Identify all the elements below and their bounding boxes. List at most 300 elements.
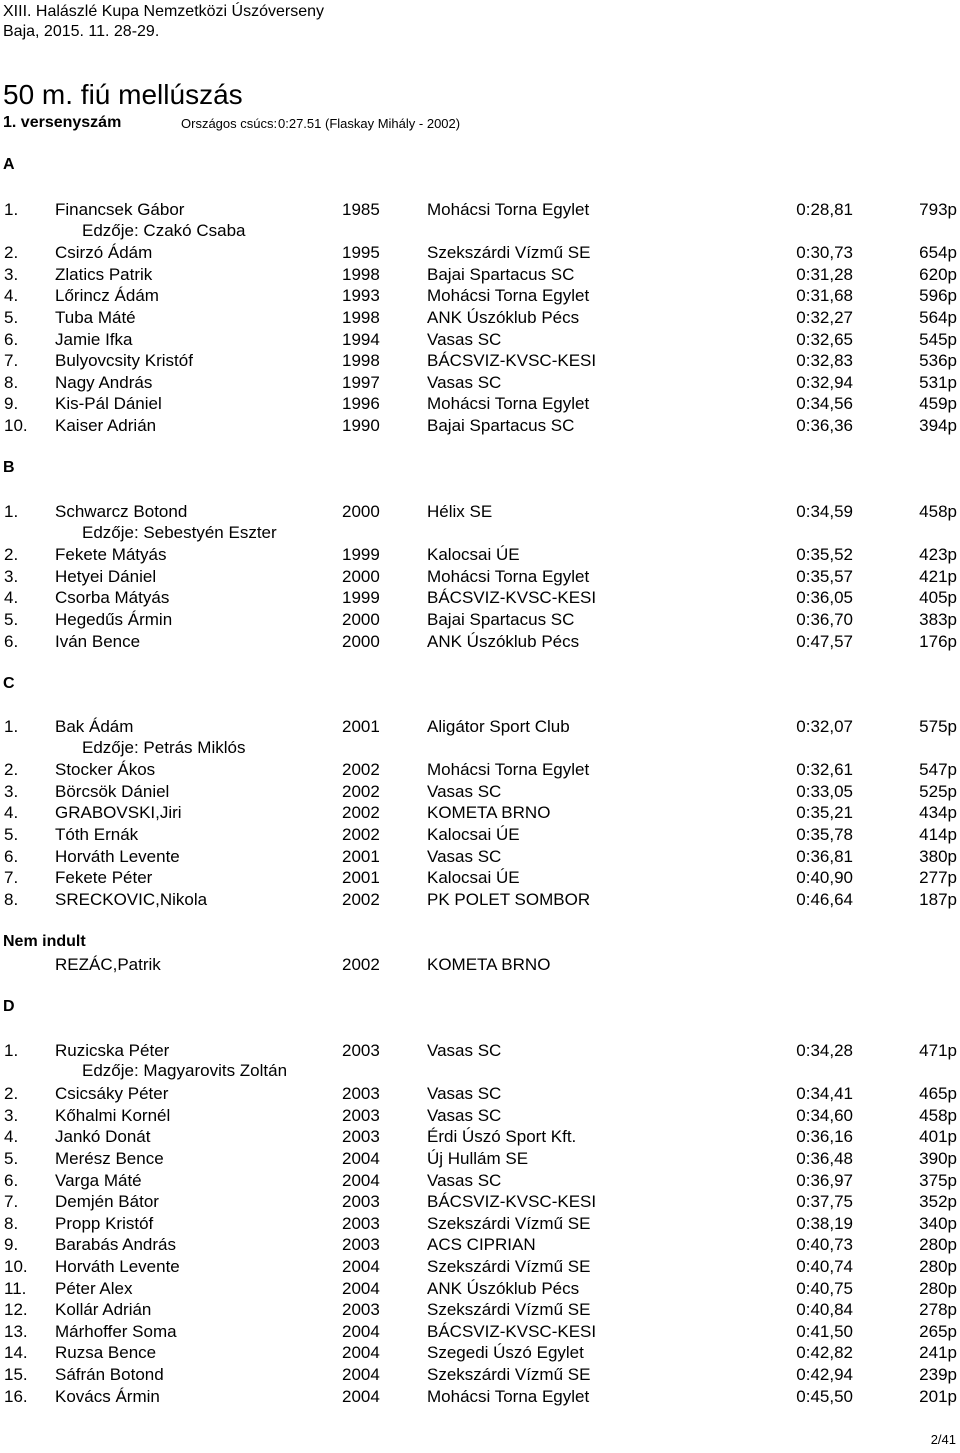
race-time: 0:40,84 [796, 1300, 853, 1320]
rank: 5. [4, 1149, 19, 1168]
swimmer-name: Merész Bence [55, 1149, 164, 1168]
result-row [0, 264, 960, 285]
rank: 9. [4, 1235, 19, 1255]
rank: 3. [4, 566, 19, 586]
swimmer-name: Sáfrán Botond [55, 1365, 164, 1384]
club-name: ANK Úszóklub Pécs [427, 308, 580, 327]
rank: 1. [4, 1041, 19, 1060]
swimmer-name: Hegedűs Ármin [55, 610, 173, 629]
birth-year: 2004 [342, 1278, 380, 1298]
result-row [0, 1170, 960, 1191]
race-time: 0:32,83 [796, 351, 853, 371]
points: 545p [919, 329, 957, 349]
race-time: 0:45,50 [796, 1386, 853, 1406]
birth-year: 1999 [342, 545, 380, 565]
swimmer-name: REZÁC,Patrik [55, 955, 161, 974]
points: 380p [919, 846, 957, 866]
result-row [0, 393, 960, 414]
rank: 6. [4, 1170, 19, 1190]
birth-year: 2003 [342, 1300, 380, 1320]
not-started-label: Nem indult [3, 933, 86, 950]
rank: 1. [4, 200, 19, 219]
competition-name: XIII. Halászlé Kupa Nemzetközi Úszóverseny [3, 3, 325, 20]
rank: 1. [4, 717, 19, 736]
points: 471p [919, 1041, 957, 1060]
race-time: 0:36,05 [796, 588, 853, 608]
points: 596p [919, 286, 957, 306]
swimmer-name: SRECKOVIC,Nikola [55, 889, 208, 909]
club-name: Szekszárdi Vízmű SE [427, 1213, 591, 1233]
points: 340p [919, 1213, 957, 1233]
rank: 8. [4, 889, 19, 909]
swimmer-name: Schwarcz Botond [55, 502, 188, 521]
result-row [0, 1234, 960, 1255]
birth-year: 2003 [342, 1084, 380, 1104]
rank: 4. [4, 588, 19, 608]
club-name: Mohácsi Torna Egylet [427, 760, 590, 780]
points: 176p [919, 631, 957, 651]
birth-year: 2001 [342, 846, 380, 866]
club-name: Vasas SC [427, 781, 502, 801]
race-time: 0:32,07 [796, 717, 853, 736]
rank: 13. [4, 1321, 28, 1341]
club-name: Szegedi Úszó Egylet [427, 1343, 584, 1363]
rank: 10. [4, 1257, 28, 1276]
club-name: Mohácsi Torna Egylet [427, 286, 590, 306]
birth-year: 2002 [342, 781, 380, 801]
rank: 6. [4, 329, 19, 349]
group-label-a: A [3, 156, 15, 173]
race-time: 0:31,68 [796, 286, 853, 306]
club-name: Mohácsi Torna Egylet [427, 394, 590, 414]
points: 241p [919, 1343, 957, 1363]
result-row [0, 544, 960, 565]
points: 547p [919, 760, 957, 780]
birth-year: 2001 [342, 868, 380, 888]
points: 277p [919, 868, 957, 888]
race-time: 0:33,05 [796, 781, 853, 801]
birth-year: 2004 [342, 1343, 380, 1363]
club-name: BÁCSVIZ-KVSC-KESI [427, 1192, 597, 1212]
swimmer-name: Barabás András [55, 1235, 176, 1255]
club-name: Bajai Spartacus SC [427, 264, 575, 284]
rank: 6. [4, 846, 19, 866]
points: 401p [919, 1127, 957, 1147]
race-time: 0:35,52 [796, 545, 853, 565]
result-row [0, 1278, 960, 1299]
rank: 5. [4, 308, 19, 327]
swimmer-name: Kőhalmi Kornél [55, 1105, 171, 1125]
club-name: Új Hullám SE [427, 1149, 529, 1168]
club-name: Érdi Úszó Sport Kft. [427, 1127, 577, 1147]
swimmer-name: Csicsáky Péter [55, 1084, 169, 1104]
swimmer-name: Horváth Levente [55, 1257, 180, 1276]
result-row [0, 329, 960, 350]
birth-year: 2002 [342, 955, 380, 974]
points: 265p [919, 1321, 957, 1341]
result-row [0, 609, 960, 630]
race-time: 0:31,28 [796, 264, 853, 284]
swimmer-name: Varga Máté [55, 1170, 142, 1190]
race-time: 0:32,61 [796, 760, 853, 780]
swimmer-name: Nagy András [55, 372, 153, 392]
swimmer-name: Jamie Ifka [55, 329, 133, 349]
points: 280p [919, 1257, 957, 1276]
rank: 5. [4, 610, 19, 629]
result-row [0, 566, 960, 587]
birth-year: 2002 [342, 760, 380, 780]
swimmer-name: Propp Kristóf [55, 1213, 154, 1233]
club-name: BÁCSVIZ-KVSC-KESI [427, 588, 597, 608]
club-name: Vasas SC [427, 329, 502, 349]
rank: 4. [4, 286, 19, 306]
result-row [0, 867, 960, 888]
race-time: 0:36,48 [796, 1149, 853, 1168]
club-name: Mohácsi Torna Egylet [427, 1386, 590, 1406]
result-row [0, 285, 960, 306]
swimmer-name: Kovács Ármin [55, 1386, 160, 1406]
birth-year: 2003 [342, 1127, 380, 1147]
birth-year: 1990 [342, 416, 380, 435]
birth-year: 2000 [342, 631, 380, 651]
swimmer-name: Fekete Péter [55, 868, 153, 888]
points: 280p [919, 1278, 957, 1298]
rank: 2. [4, 545, 19, 565]
event-subtitle [3, 113, 461, 133]
result-row [0, 1342, 960, 1363]
points: 383p [919, 610, 957, 629]
swimmer-name: Financsek Gábor [55, 200, 185, 219]
race-time: 0:34,41 [796, 1084, 853, 1104]
race-time: 0:36,16 [796, 1127, 853, 1147]
rank: 12. [4, 1300, 28, 1320]
race-time: 0:36,36 [796, 416, 853, 435]
event-title: 50 m. fiú mellúszás [3, 79, 243, 110]
rank: 7. [4, 1192, 19, 1212]
club-name: Mohácsi Torna Egylet [427, 566, 590, 586]
birth-year: 1998 [342, 264, 380, 284]
swimmer-name: Kaiser Adrián [55, 416, 157, 435]
race-time: 0:42,82 [796, 1343, 853, 1363]
club-name: KOMETA BRNO [427, 955, 551, 974]
swimmer-name: Bulyovcsity Kristóf [55, 351, 193, 371]
rank: 4. [4, 803, 19, 823]
race-time: 0:47,57 [796, 631, 853, 651]
race-time: 0:42,94 [796, 1365, 853, 1384]
birth-year: 1985 [342, 200, 380, 219]
result-row [0, 350, 960, 371]
not-started-row [0, 954, 960, 975]
club-name: Vasas SC [427, 1170, 502, 1190]
result-row [0, 1213, 960, 1234]
club-name: Kalocsai ÚE [427, 868, 520, 888]
race-time: 0:32,65 [796, 329, 853, 349]
result-row [0, 242, 960, 263]
result-row [0, 716, 960, 737]
points: 793p [919, 200, 957, 219]
club-name: Mohácsi Torna Egylet [427, 200, 590, 219]
swimmer-name: Zlatics Patrik [55, 264, 153, 284]
rank: 9. [4, 394, 19, 414]
race-time: 0:40,73 [796, 1235, 853, 1255]
rank: 5. [4, 825, 19, 844]
result-row [0, 759, 960, 780]
club-name: BÁCSVIZ-KVSC-KESI [427, 351, 597, 371]
swimmer-name: Ruzicska Péter [55, 1041, 170, 1060]
race-time: 0:41,50 [796, 1321, 853, 1341]
race-time: 0:35,21 [796, 803, 853, 823]
page-number: 2/41 [930, 1432, 956, 1447]
result-row [0, 501, 960, 522]
points: 564p [919, 308, 957, 327]
result-row [0, 1105, 960, 1126]
result-row [0, 1148, 960, 1169]
group-label-d: D [3, 998, 15, 1015]
birth-year: 2003 [342, 1213, 380, 1233]
points: 278p [919, 1300, 957, 1320]
birth-year: 2002 [342, 825, 380, 844]
swimmer-name: Horváth Levente [55, 846, 180, 866]
coach-line: Edzője: Czakó Csaba [82, 221, 246, 240]
race-time: 0:34,60 [796, 1105, 853, 1125]
result-row [0, 824, 960, 845]
race-time: 0:38,19 [796, 1213, 853, 1233]
points: 458p [919, 1105, 957, 1125]
club-name: ACS CIPRIAN [427, 1235, 536, 1255]
result-row [0, 1191, 960, 1212]
swimmer-name: Csorba Mátyás [55, 588, 170, 608]
swimmer-name: Stocker Ákos [55, 760, 156, 780]
coach-line: Edzője: Petrás Miklós [82, 738, 246, 757]
result-row [0, 802, 960, 823]
result-row [0, 1364, 960, 1385]
points: 525p [919, 781, 957, 801]
points: 465p [919, 1084, 957, 1104]
club-name: Bajai Spartacus SC [427, 610, 575, 629]
swimmer-name: Jankó Donát [55, 1127, 151, 1147]
rank: 3. [4, 781, 19, 801]
swimmer-name: Fekete Mátyás [55, 545, 167, 565]
result-row [0, 1299, 960, 1320]
club-name: Vasas SC [427, 372, 502, 392]
birth-year: 2003 [342, 1192, 380, 1212]
record-label: Országos csúcs: [181, 116, 278, 131]
rank: 7. [4, 868, 19, 888]
points: 187p [919, 889, 957, 909]
swimmer-name: Börcsök Dániel [55, 781, 170, 801]
rank: 15. [4, 1365, 28, 1384]
result-row [0, 1256, 960, 1277]
birth-year: 1996 [342, 394, 380, 414]
swimmer-name: Iván Bence [55, 631, 141, 651]
race-time: 0:34,56 [796, 394, 853, 414]
birth-year: 2003 [342, 1105, 380, 1125]
result-row [0, 372, 960, 393]
race-time: 0:34,28 [796, 1041, 853, 1060]
points: 459p [919, 394, 957, 414]
club-name: Vasas SC [427, 1041, 502, 1060]
points: 390p [919, 1149, 957, 1168]
rank: 16. [4, 1386, 28, 1406]
rank: 4. [4, 1127, 19, 1147]
points: 458p [919, 502, 957, 521]
points: 280p [919, 1235, 957, 1255]
race-time: 0:35,78 [796, 825, 853, 844]
birth-year: 2003 [342, 1041, 380, 1060]
birth-year: 2002 [342, 889, 380, 909]
swimmer-name: Péter Alex [55, 1278, 133, 1298]
race-time: 0:34,59 [796, 502, 853, 521]
coach-line: Edzője: Magyarovits Zoltán [82, 1061, 288, 1080]
result-row [0, 889, 960, 910]
result-row [0, 781, 960, 802]
points: 352p [919, 1192, 957, 1212]
club-name: Vasas SC [427, 846, 502, 866]
result-row [0, 846, 960, 867]
rank: 2. [4, 1084, 19, 1104]
points: 421p [919, 566, 957, 586]
points: 375p [919, 1170, 957, 1190]
points: 536p [919, 351, 957, 371]
result-row [0, 1040, 960, 1061]
rank: 8. [4, 372, 19, 392]
result-row [0, 199, 960, 220]
result-row [0, 587, 960, 608]
rank: 8. [4, 1213, 19, 1233]
rank: 1. [4, 502, 19, 521]
club-name: Szekszárdi Vízmű SE [427, 1365, 591, 1384]
result-row [0, 631, 960, 652]
club-name: Szekszárdi Vízmű SE [427, 1257, 591, 1276]
birth-year: 1998 [342, 308, 380, 327]
record-value: 0:27.51 (Flaskay Mihály - 2002) [278, 116, 461, 131]
race-time: 0:36,70 [796, 610, 853, 629]
rank: 11. [4, 1278, 27, 1298]
birth-year: 2000 [342, 610, 380, 629]
swimmer-name: Kis-Pál Dániel [55, 394, 162, 414]
club-name: KOMETA BRNO [427, 803, 551, 823]
points: 434p [919, 803, 957, 823]
birth-year: 2000 [342, 502, 380, 521]
rank: 2. [4, 243, 19, 263]
points: 620p [919, 264, 957, 284]
race-time: 0:36,81 [796, 846, 853, 866]
swimmer-name: GRABOVSKI,Jiri [55, 803, 182, 823]
birth-year: 1994 [342, 329, 380, 349]
points: 654p [919, 243, 957, 263]
rank: 3. [4, 1105, 19, 1125]
points: 405p [919, 588, 957, 608]
event-number: 1. versenyszám [3, 114, 122, 131]
birth-year: 1995 [342, 243, 380, 263]
birth-year: 2004 [342, 1386, 380, 1406]
points: 414p [919, 825, 957, 844]
coach-line: Edzője: Sebestyén Eszter [82, 523, 277, 542]
result-row [0, 1126, 960, 1147]
swimmer-name: Márhoffer Soma [55, 1321, 177, 1341]
document-header [3, 2, 324, 42]
club-name: Szekszárdi Vízmű SE [427, 243, 591, 263]
birth-year: 2004 [342, 1321, 380, 1341]
race-time: 0:30,73 [796, 243, 853, 263]
club-name: BÁCSVIZ-KVSC-KESI [427, 1321, 597, 1341]
result-row [0, 1083, 960, 1104]
club-name: Hélix SE [427, 502, 493, 521]
rank: 10. [4, 416, 28, 435]
club-name: Aligátor Sport Club [427, 717, 570, 736]
birth-year: 2004 [342, 1365, 380, 1384]
birth-year: 2000 [342, 566, 380, 586]
points: 423p [919, 545, 957, 565]
club-name: ANK Úszóklub Pécs [427, 1278, 580, 1298]
race-time: 0:35,57 [796, 566, 853, 586]
club-name: ANK Úszóklub Pécs [427, 631, 580, 651]
birth-year: 2002 [342, 803, 380, 823]
rank: 3. [4, 264, 19, 284]
race-time: 0:37,75 [796, 1192, 853, 1212]
race-time: 0:40,74 [796, 1257, 853, 1276]
result-row [0, 1321, 960, 1342]
birth-year: 1998 [342, 351, 380, 371]
race-time: 0:40,75 [796, 1278, 853, 1298]
points: 531p [919, 372, 957, 392]
result-row [0, 307, 960, 328]
swimmer-name: Bak Ádám [55, 717, 134, 736]
points: 239p [919, 1365, 957, 1384]
birth-year: 2001 [342, 717, 380, 736]
swimmer-name: Kollár Adrián [55, 1300, 152, 1320]
group-label-c: C [3, 675, 15, 692]
club-name: Kalocsai ÚE [427, 545, 520, 565]
club-name: Vasas SC [427, 1084, 502, 1104]
club-name: Kalocsai ÚE [427, 825, 520, 844]
club-name: PK POLET SOMBOR [427, 889, 591, 909]
club-name: Vasas SC [427, 1105, 502, 1125]
birth-year: 2004 [342, 1149, 380, 1168]
birth-year: 2004 [342, 1257, 380, 1276]
rank: 2. [4, 760, 19, 780]
swimmer-name: Csirzó Ádám [55, 243, 153, 263]
rank: 14. [4, 1343, 28, 1363]
location-date: Baja, 2015. 11. 28-29. [3, 23, 160, 40]
birth-year: 1993 [342, 286, 380, 306]
result-row [0, 1386, 960, 1407]
birth-year: 1999 [342, 588, 380, 608]
swimmer-name: Hetyei Dániel [55, 566, 157, 586]
points: 201p [919, 1386, 957, 1406]
race-time: 0:36,97 [796, 1170, 853, 1190]
birth-year: 2003 [342, 1235, 380, 1255]
rank: 6. [4, 631, 19, 651]
race-time: 0:46,64 [796, 889, 853, 909]
birth-year: 1997 [342, 372, 380, 392]
swimmer-name: Ruzsa Bence [55, 1343, 157, 1363]
birth-year: 2004 [342, 1170, 380, 1190]
group-label-b: B [3, 459, 15, 476]
race-time: 0:32,27 [796, 308, 853, 327]
points: 394p [919, 416, 957, 435]
club-name: Szekszárdi Vízmű SE [427, 1300, 591, 1320]
result-row [0, 415, 960, 436]
club-name: Bajai Spartacus SC [427, 416, 575, 435]
swimmer-name: Demjén Bátor [55, 1192, 159, 1212]
swimmer-name: Tóth Ernák [55, 825, 139, 844]
swimmer-name: Tuba Máté [55, 308, 136, 327]
rank: 7. [4, 351, 19, 371]
race-time: 0:40,90 [796, 868, 853, 888]
points: 575p [919, 717, 957, 736]
race-time: 0:32,94 [796, 372, 853, 392]
